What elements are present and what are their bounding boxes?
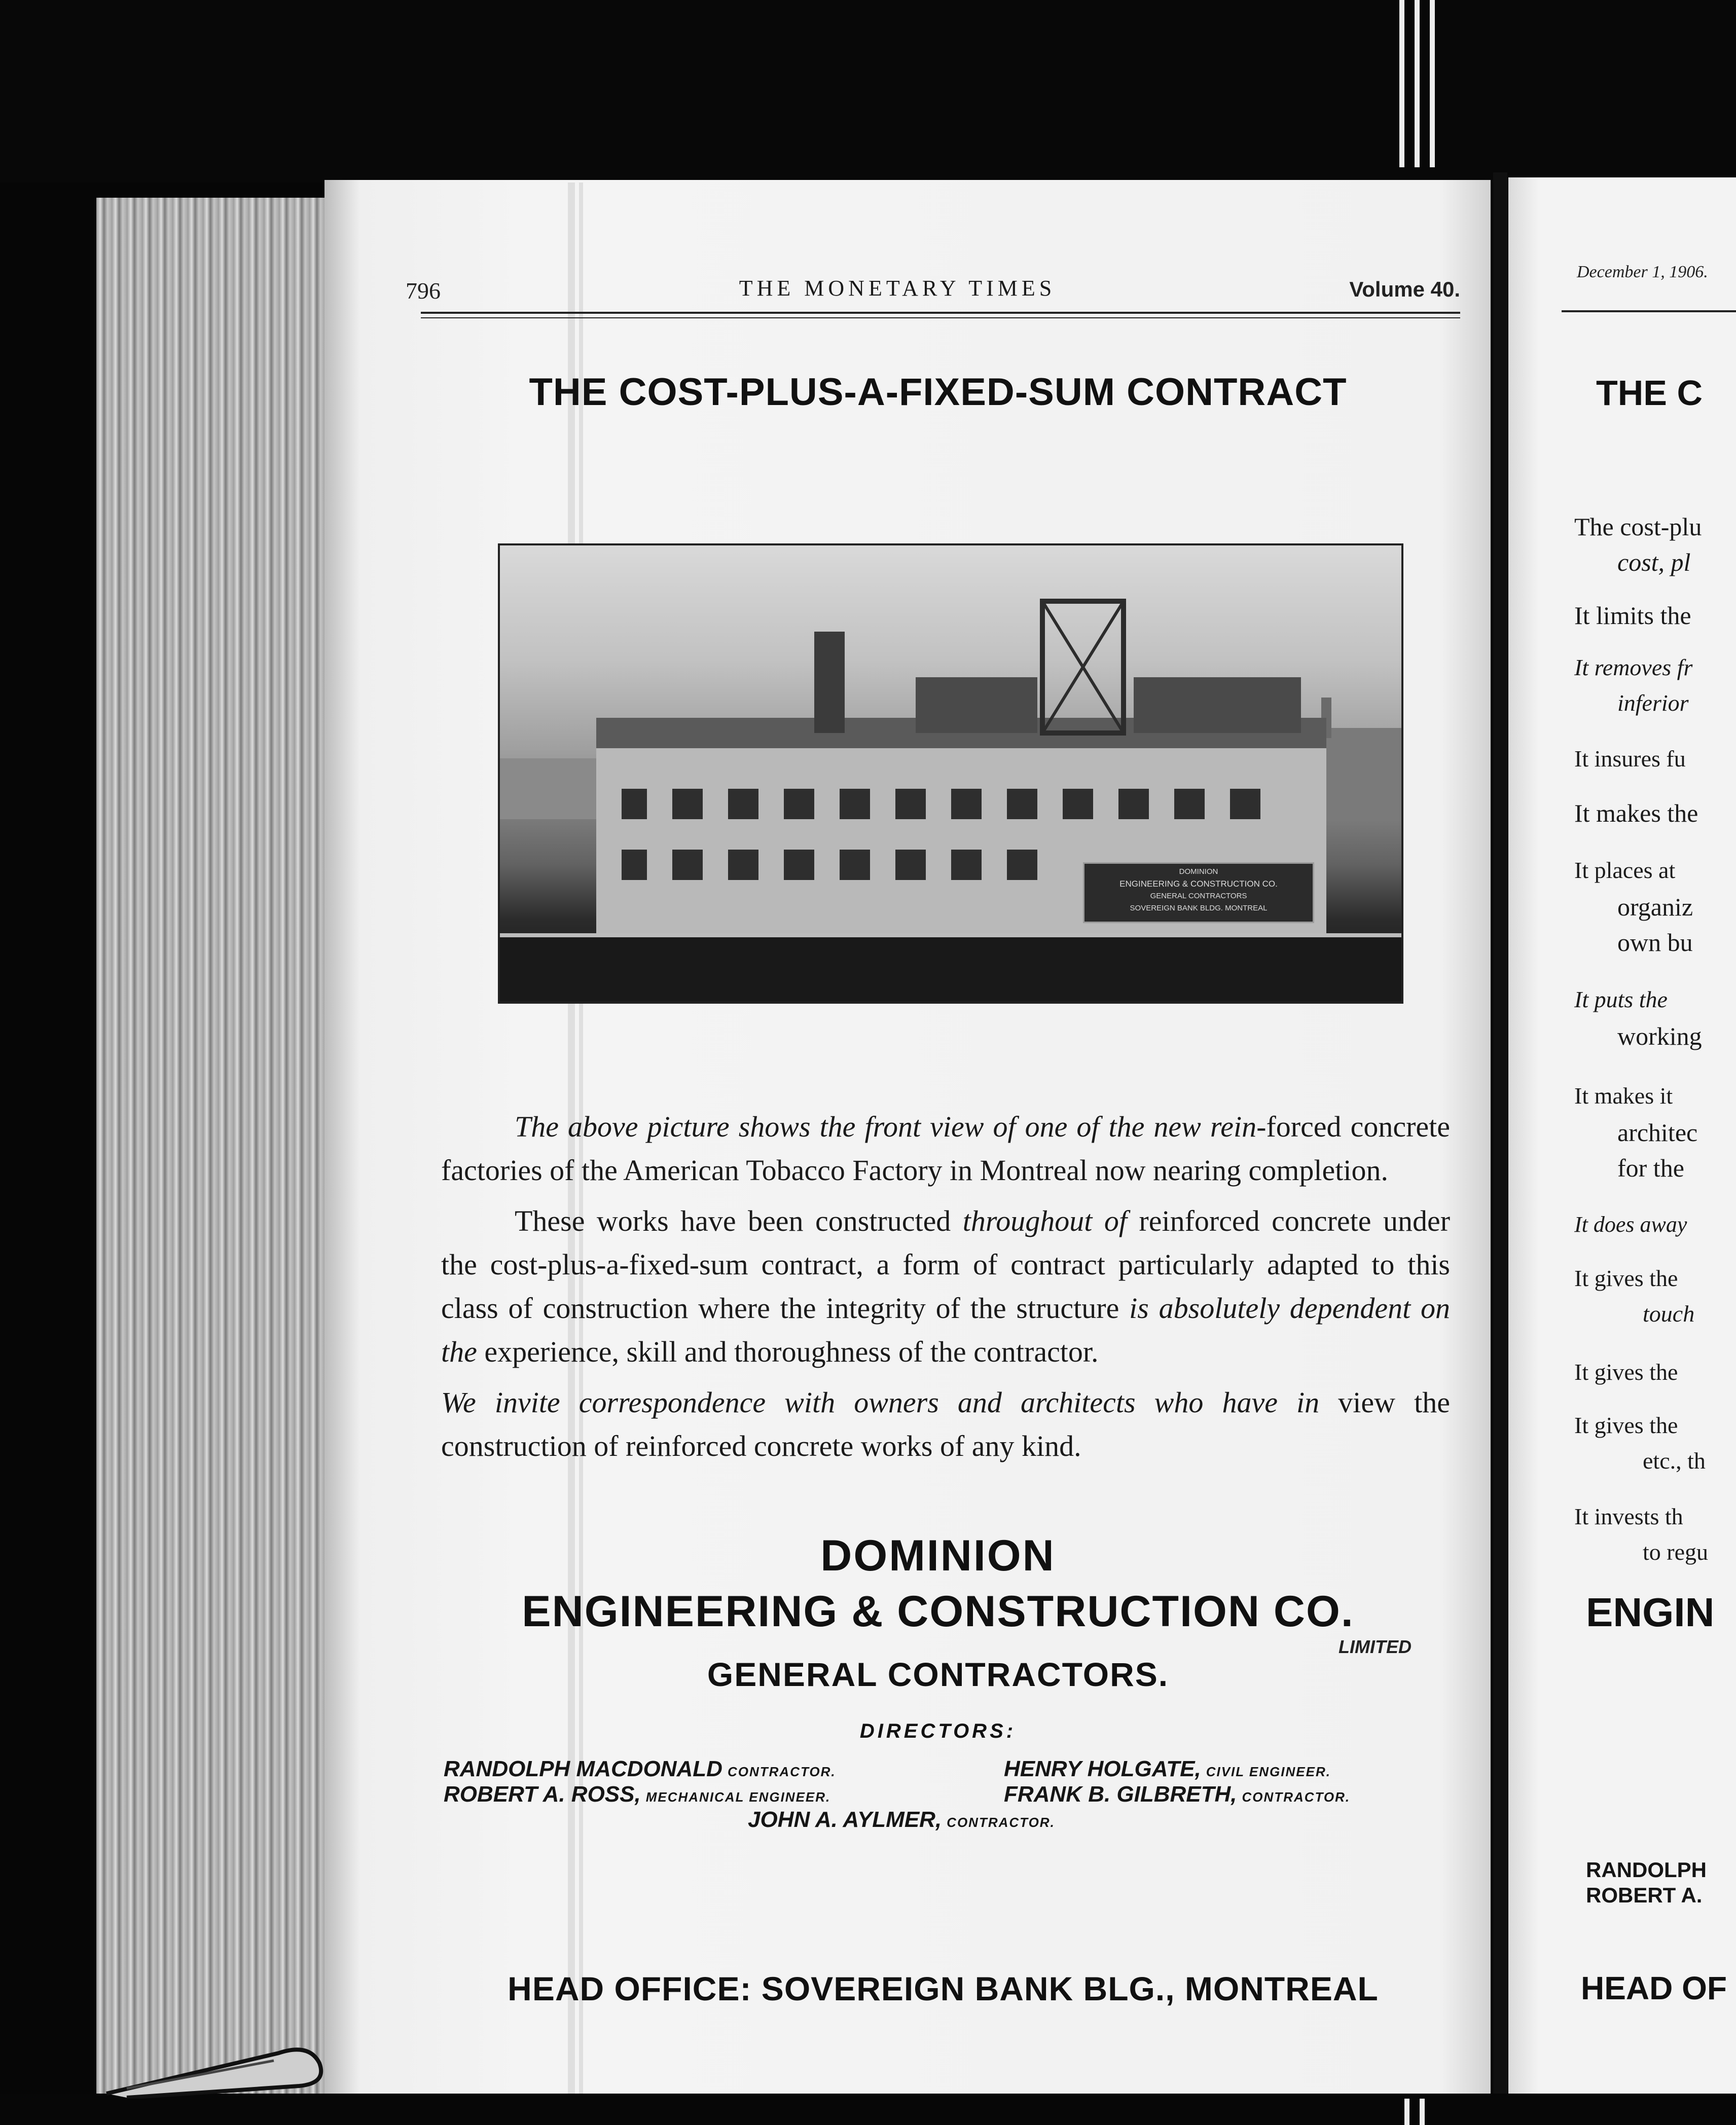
- right-page-director-fragment: RANDOLPH: [1586, 1858, 1707, 1882]
- sign-line: GENERAL CONTRACTORS: [1150, 892, 1247, 900]
- right-page-line: It places at: [1574, 857, 1676, 883]
- paragraph-2: [441, 1199, 1450, 1374]
- sign-line: ENGINEERING & CONSTRUCTION CO.: [1119, 879, 1278, 889]
- directors-heading: DIRECTORS:: [859, 1720, 1017, 1742]
- header-rule: [421, 312, 1460, 314]
- paragraph-3: [441, 1381, 1450, 1468]
- right-page-line: own bu: [1617, 928, 1693, 957]
- right-page-line: It does away: [1574, 1212, 1687, 1237]
- director-entry: [444, 1756, 836, 1782]
- right-page-line: It limits the: [1574, 601, 1691, 630]
- right-page-line: It gives the: [1574, 1265, 1678, 1291]
- director-name: ROBERT A. ROSS,: [444, 1782, 641, 1807]
- paragraph-2-part: These works have been constructed: [515, 1204, 951, 1237]
- director-name: JOHN A. AYLMER,: [748, 1807, 942, 1832]
- contractor-sign: [1083, 862, 1314, 923]
- paragraph-2-part: throughout of: [962, 1204, 1127, 1237]
- right-page-line: It removes fr: [1574, 654, 1693, 680]
- paragraph-1-italic: The above picture shows the front view of one of the new rein-: [515, 1110, 1267, 1143]
- right-page-date: December 1, 1906.: [1577, 263, 1708, 281]
- director-entry: [1004, 1756, 1331, 1782]
- right-page-line: inferior: [1617, 690, 1689, 716]
- right-page-headline: THE C: [1596, 373, 1703, 413]
- right-page-line: for the: [1617, 1154, 1684, 1182]
- film-sprocket-mark: [1404, 2099, 1409, 2125]
- page-number: 796: [406, 278, 441, 304]
- film-sprocket-mark: [1420, 2099, 1425, 2125]
- company-name-line-1: DOMINION: [820, 1531, 1056, 1580]
- director-name: FRANK B. GILBRETH,: [1004, 1782, 1237, 1807]
- book-gutter: [1493, 172, 1507, 2109]
- running-head: [406, 271, 1460, 307]
- right-page-line: architec: [1617, 1118, 1698, 1147]
- right-page-line: touch: [1643, 1301, 1695, 1327]
- director-role: CONTRACTOR.: [1242, 1789, 1351, 1805]
- right-page-office-fragment: HEAD OF: [1581, 1970, 1727, 2006]
- sign-line: SOVEREIGN BANK BLDG. MONTREAL: [1130, 904, 1268, 912]
- advertisement-headline: THE COST-PLUS-A-FIXED-SUM CONTRACT: [529, 371, 1347, 414]
- film-sprocket-mark: [1399, 0, 1404, 167]
- journal-title: THE MONETARY TIMES: [739, 276, 1056, 301]
- director-role: MECHANICAL ENGINEER.: [645, 1789, 831, 1805]
- right-page-line: It puts the: [1574, 986, 1668, 1012]
- right-page-line: to regu: [1643, 1539, 1709, 1565]
- paragraph-1-roman: forced concrete factories of the American Tobacco Factory in Montreal now nearing completion.: [441, 1110, 1450, 1187]
- director-entry: [748, 1807, 1055, 1833]
- director-role: CIVIL ENGINEER.: [1206, 1764, 1331, 1779]
- paragraph-2-part: reinforced concrete under the cost-plus-a-fixed-sum contract, a form of contract particularly adapted to this class of construction where the integrity of the structure: [441, 1204, 1451, 1325]
- right-page-line: working: [1617, 1022, 1702, 1050]
- right-page-line: etc., th: [1643, 1448, 1706, 1474]
- clip-icon: [96, 2033, 335, 2099]
- head-office-address: HEAD OFFICE: SOVEREIGN BANK BLG., MONTREAL: [508, 1970, 1379, 2007]
- right-header-rule: [1562, 310, 1736, 312]
- film-sprocket-mark: [1415, 0, 1420, 167]
- factory-photograph: [498, 543, 1403, 1004]
- right-page-line: It makes it: [1574, 1083, 1673, 1109]
- company-limited: LIMITED: [1339, 1636, 1412, 1657]
- building-under-construction-image: [500, 545, 1401, 1002]
- film-border-top: [0, 0, 1736, 182]
- sign-line: DOMINION: [1179, 867, 1218, 876]
- director-entry: [444, 1782, 830, 1807]
- right-page-line: The cost-plu: [1574, 512, 1702, 541]
- film-sprocket-mark: [1430, 0, 1435, 167]
- paragraph-3-roman: view the construction of reinforced concrete works of any kind.: [441, 1386, 1450, 1462]
- advertisement-body: [441, 1105, 1450, 1475]
- company-name-line-2: ENGINEERING & CONSTRUCTION CO.: [522, 1587, 1354, 1636]
- director-role: CONTRACTOR.: [947, 1815, 1055, 1830]
- book-page-edges: [96, 198, 335, 2094]
- right-page-line: It gives the: [1574, 1412, 1678, 1438]
- header-rule: [421, 317, 1460, 318]
- right-page-line: organiz: [1617, 893, 1693, 921]
- company-tagline: GENERAL CONTRACTORS.: [707, 1656, 1169, 1693]
- paragraph-1: [441, 1105, 1450, 1192]
- director-name: RANDOLPH MACDONALD: [444, 1756, 722, 1781]
- right-page-line: It invests th: [1574, 1504, 1683, 1529]
- right-page-line: cost, pl: [1617, 548, 1691, 576]
- director-role: CONTRACTOR.: [727, 1764, 836, 1779]
- right-page-line: It gives the: [1574, 1359, 1678, 1385]
- director-name: HENRY HOLGATE,: [1004, 1756, 1201, 1781]
- volume-label: Volume 40.: [1349, 277, 1460, 301]
- paragraph-2-part: experience, skill and thoroughness of the contractor.: [484, 1335, 1099, 1368]
- right-page-line: It insures fu: [1574, 746, 1686, 772]
- right-page-company-fragment: ENGIN: [1586, 1590, 1715, 1635]
- right-page-director-fragment: ROBERT A.: [1586, 1883, 1703, 1907]
- director-entry: [1004, 1782, 1350, 1807]
- paper-clip: [96, 2033, 335, 2099]
- paragraph-2-part: is absolutely dependent on the: [441, 1292, 1451, 1368]
- right-page-line: It makes the: [1574, 799, 1698, 827]
- paragraph-3-italic: We invite correspondence with owners and architects who have in: [441, 1386, 1320, 1419]
